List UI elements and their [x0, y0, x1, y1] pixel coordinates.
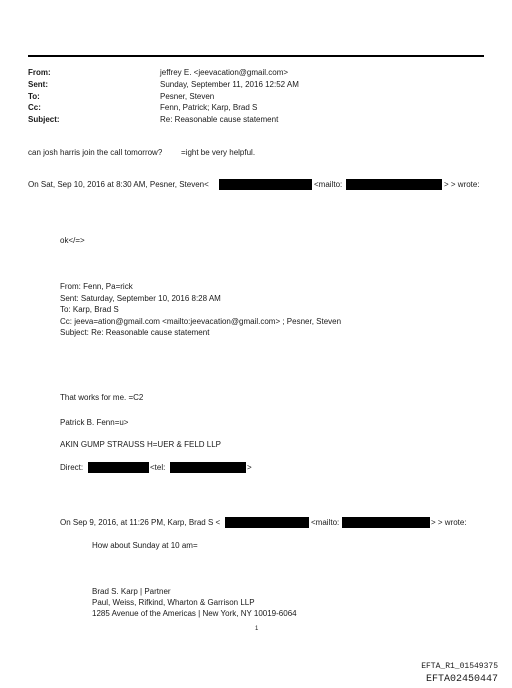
sent-label: Sent:	[28, 80, 48, 89]
signature-name: Patrick B. Fenn=u>	[60, 418, 129, 427]
from-value: jeffrey E. <jeevacation@gmail.com>	[160, 68, 289, 77]
fwd-subject: Subject: Re: Reasonable cause statement	[60, 328, 210, 337]
footer-id-1: EFTA_R1_01549375	[421, 662, 498, 671]
direct-tel: <tel:	[150, 463, 166, 472]
quote1-mailto: <mailto:	[314, 180, 343, 189]
ok-line: ok</=>	[60, 236, 85, 245]
redaction-box	[225, 517, 309, 528]
from-label: From:	[28, 68, 51, 77]
fwd-sent: Sent: Saturday, September 10, 2016 8:28 AM	[60, 294, 221, 303]
subject-label: Subject:	[28, 115, 60, 124]
to-label: To:	[28, 92, 40, 101]
karp-name: Brad S. Karp | Partner	[92, 587, 171, 596]
quote2-suffix: > > wrote:	[431, 518, 467, 527]
works-line: That works for me. =C2	[60, 393, 144, 402]
fwd-to: To: Karp, Brad S	[60, 305, 119, 314]
sunday-line: How about Sunday at 10 am=	[92, 541, 198, 550]
quote2-prefix: On Sep 9, 2016, at 11:26 PM, Karp, Brad S <	[60, 518, 221, 527]
direct-end: >	[247, 463, 252, 472]
redaction-box	[88, 462, 149, 473]
fwd-cc: Cc: jeeva=ation@gmail.com <mailto:jeevacation@gmail.com> ; Pesner, Steven	[60, 317, 342, 326]
signature-firm: AKIN GUMP STRAUSS H=UER & FELD LLP	[60, 440, 222, 449]
sent-value: Sunday, September 11, 2016 12:52 AM	[160, 80, 299, 89]
direct-label: Direct:	[60, 463, 84, 472]
redaction-box	[219, 179, 312, 190]
quote1-prefix: On Sat, Sep 10, 2016 at 8:30 AM, Pesner, Steven<	[28, 180, 209, 189]
redaction-box	[170, 462, 246, 473]
cc-value: Fenn, Patrick; Karp, Brad S	[160, 103, 258, 112]
quote2-mailto: <mailto:	[311, 518, 340, 527]
karp-firm: Paul, Weiss, Rifkind, Wharton & Garrison LLP	[92, 598, 255, 607]
to-value: Pesner, Steven	[160, 92, 215, 101]
body-line-1b: =ight be very helpful.	[181, 148, 256, 157]
cc-label: Cc:	[28, 103, 41, 112]
quote1-suffix: > > wrote:	[444, 180, 480, 189]
karp-address: 1285 Avenue of the Americas | New York, NY 10019-6064	[92, 609, 297, 618]
page-number: 1	[255, 626, 259, 632]
fwd-from: From: Fenn, Pa=rick	[60, 282, 133, 291]
header-rule	[28, 55, 484, 57]
redaction-box	[346, 179, 442, 190]
body-line-1a: can josh harris join the call tomorrow?	[28, 148, 163, 157]
subject-value: Re: Reasonable cause statement	[160, 115, 279, 124]
redaction-box	[342, 517, 430, 528]
footer-id-2: EFTA02450447	[425, 674, 498, 685]
